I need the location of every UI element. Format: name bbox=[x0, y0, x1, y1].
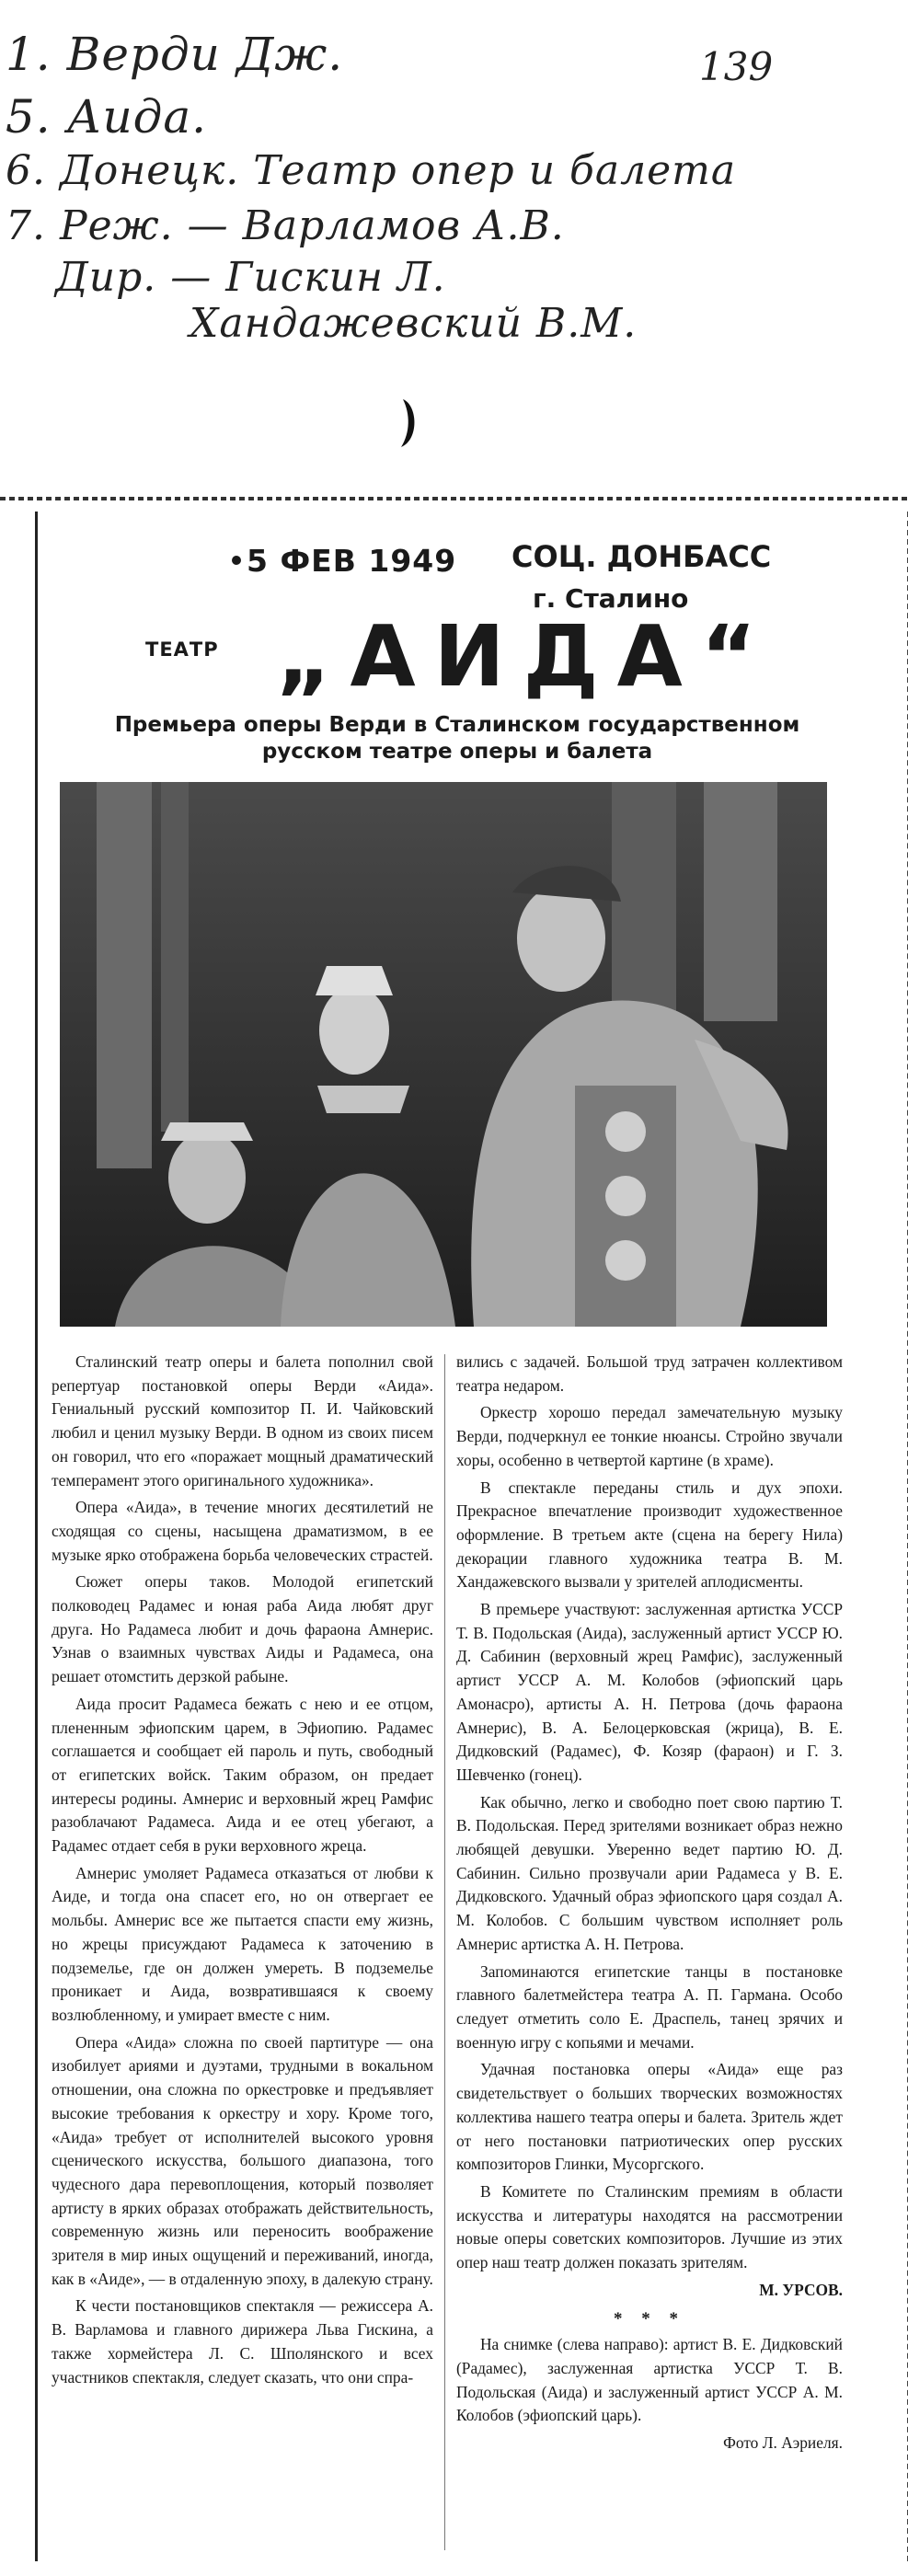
paragraph: Сталинский театр оперы и балета пополнил свой репертуар постановкой оперы Верди «Аида». Гениальный русский композитор П. И. Чайковский любил и ценил музыку Верди. В одном из своих писем он говорил, что его «поражает мощный драматический темперамент этого оригинального художника». bbox=[52, 1352, 433, 1489]
note-line-4: 7. Реж. — Варламов А.В. bbox=[6, 202, 565, 249]
paragraph: Опера «Аида» сложна по своей партитуре — она изобилует ариями и дуэтами, трудными в вокальном отношении, она сложна по оркестровке и предъявляет высокие требования к оркестру и хору. Кроме того, «Аида» требует от исполнителей высокого уровня сценического искусства, большого диапазона, того чудесного дара перевоплощения, который позволяет артисту в ярких образах отображать действительность, современную жизнь или переносить воображение зрителя в мир иных ощущений и переживаний, иногда, как в «Аиде», — в отдаленную эпоху, в далекую страну. bbox=[52, 2032, 433, 2288]
paragraph-continued: вились с задачей. Большой труд затрачен коллективом театра недаром. bbox=[456, 1352, 843, 1395]
paragraph: Аида просит Радамеса бежать с нею и ее отцом, плененным эфиопским царем, в Эфиопию. Радамес соглашается и сообщает ей пароль и путь, свободный от египетских войск. Таким образом, он предает интересы родины. Амнерис и верховный жрец Рамфис разоблачают Радамеса. Аида и ее отец убегают, а Радамес отдает себя в руки верховного жреца. bbox=[52, 1694, 433, 1856]
note-line-5: Дир. — Гискин Л. bbox=[55, 254, 446, 301]
paragraph: Оркестр хорошо передал замечательную музыку Верди, подчеркнул ее тонкие нюансы. Стройно звучали хоры, особенно в четвертой картине (в храме). bbox=[456, 1403, 843, 1469]
paragraph: Сюжет оперы таков. Молодой египетский полководец Радамес и юная раба Аида любят друг друга. Но Радамеса любит и дочь фараона Амнерис. Узнав о взаимных чувствах Аиды и Радамеса, она решает отомстить дерзкой рабыне. bbox=[52, 1572, 433, 1686]
paragraph: Амнерис умоляет Радамеса отказаться от любви к Аиде, и тогда она спасет его, но он отвергает ее мольбы. Амнерис все же пытается спасти ему жизнь, но жрецы присуждают Радамеса к заточению в подземелье, где он должен умереть. В подземелье проникает и Аида, возвратившаяся к своему возлюбленному, и умирает вместе с ним. bbox=[52, 1863, 433, 2024]
date-stamp: 5 ФЕВ 1949 bbox=[247, 543, 457, 579]
note-line-3: 6. Донецк. Театр опер и балета bbox=[6, 147, 737, 194]
photo-caption: На снимке (слева направо): артист В. Е. Дидковский (Радамес), заслуженная артистка УССР Т. В. Подольская (Аида) и заслуженный артист УССР А. М. Колобов (эфиопский царь). bbox=[456, 2335, 843, 2425]
punch-hole-mark bbox=[396, 396, 423, 451]
paragraph: В спектакле переданы стиль и дух эпохи. Прекрасное впечатление производит художественное оформление. В третьем акте (сцена на берегу Нила) декорации главного художника театра В. М. Хандажевского вызвали у зрителей аплодисменты. bbox=[456, 1478, 843, 1592]
paragraph: Опера «Аида», в течение многих десятилетий не сходящая со сцены, насыщена драматизмом, в ее музыке ярко отображена борьба человеческих страстей. bbox=[52, 1498, 433, 1564]
note-line-6: Хандажевский В.М. bbox=[190, 300, 638, 347]
article-column-2 bbox=[456, 1351, 843, 2565]
clipping-edge bbox=[0, 497, 908, 500]
separator-stars: * * * bbox=[614, 2309, 685, 2329]
paragraph: В премьере участвуют: заслуженная артистка УССР Т. В. Подольская (Аида), заслуженный артист УССР Ю. Д. Сабинин (верховный жрец Рамфис), заслуженный артист УССР А. М. Колобов (эфиопский царь Амонасро), артисты А. Н. Петрова (дочь фараона Амнерис), В. А. Белоцерковская (жрица), В. Е. Дидковский (Радамес), Ф. Козяр (фараон) и Г. З. Шевченко (гонец). bbox=[456, 1600, 843, 1784]
paragraph: Запоминаются египетские танцы в постановке главного балетмейстера театра А. П. Гармана. Особо следует отметить соло Е. Драспель, танец зрячих и военную игру с копьями и мечами. bbox=[456, 1961, 843, 2052]
paragraph: К чести постановщиков спектакля — режиссера А. В. Варламова и главного дирижера Льва Гискина, а также хормейстера Л. С. Шполянского и всех участников спектакля, следует сказать, что они спра- bbox=[52, 2296, 433, 2386]
photo-credit: Фото Л. Аэриеля. bbox=[723, 2432, 843, 2452]
paragraph: В Комитете по Сталинским премиям в области искусства и литературы находятся на рассмотрении новые оперы советских композиторов. Лучшие из этих опер наш театр должен показать зрителям. bbox=[456, 2181, 843, 2272]
author-signature: М. УРСОВ. bbox=[759, 2280, 843, 2299]
headline: „АИДА“ bbox=[276, 607, 776, 706]
newspaper-name: СОЦ. ДОНБАСС bbox=[511, 539, 772, 574]
page-number: 139 bbox=[699, 44, 774, 89]
paragraph: Удачная постановка оперы «Аида» еще раз свидетельствует о больших творческих возможностях коллектива нашего театра оперы и балета. Зритель ждет от него постановки патриотических опер русских композиторов Глинки, Мусоргского. bbox=[456, 2060, 843, 2174]
newspaper-city: г. Сталино bbox=[533, 583, 689, 614]
performance-photo bbox=[60, 782, 827, 1327]
subheadline: Премьера оперы Верди в Сталинском государственном русском театре оперы и балета bbox=[114, 713, 800, 764]
note-line-1: 1. Верди Дж. bbox=[6, 28, 344, 81]
article-column-1 bbox=[52, 1351, 433, 2565]
note-line-2: 5. Аида. bbox=[6, 90, 208, 144]
bullet-icon bbox=[230, 554, 243, 567]
column-divider bbox=[444, 1354, 445, 2550]
section-label: ТЕАТР bbox=[145, 638, 219, 661]
paragraph: Как обычно, легко и свободно поет свою партию Т. В. Подольская. Перед зрителями возникает образ нежно любящей девушки. Уверенно ведет партию Ю. Д. Сабинин. Сильно прозвучали арии Радамеса у В. Е. Дидковского. Удачный образ эфиопского царя создал А. М. Колобов. С большим чувством исполняет роль Амнерис артистка А. Н. Петрова. bbox=[456, 1792, 843, 1953]
handwritten-notes bbox=[0, 0, 908, 347]
